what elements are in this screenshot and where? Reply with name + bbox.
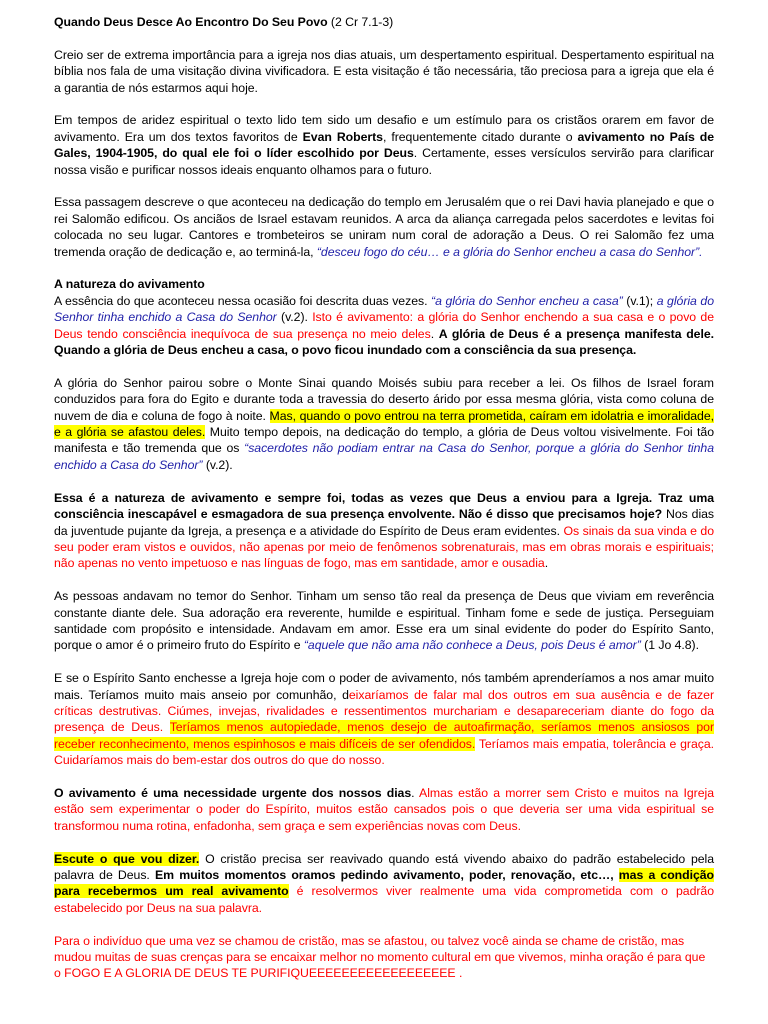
text-run: Essa passagem descreve o que aconteceu na dedicação do templo em Jerusalém que o rei Davi havia planejado e que o rei Salomão edificou. Os anciãos de Israel estavam reunidos. A arca da aliança carregada pelos sacerdotes e levitas foi colocada no seu lugar. Cantores e trombeteiros se uniram num coral de adoração a Deus. O rei Salomão fez uma tremenda oração de dedicação e, ao terminá-la, — [54, 195, 714, 259]
text-run: (1 Jo 4.8). — [640, 638, 699, 653]
text-run-red: é resolvermos viver realmente uma vida comprometida com o padrão estabelecido por Deus na sua palavra. — [54, 884, 714, 915]
text-run: . Certamente, esses versículos servirão para clarificar nossa visão e purificar nossos ideais enquanto olhamos para o futuro. — [54, 146, 714, 177]
text-run: A glória do Senhor pairou sobre o Monte Sinai quando Moisés subiu para receber a lei. Os filhos de Israel foram conduzidos para fora do Egito e durante toda a travessia do deserto árido por essa mesma glória, vista como coluna de nuvem de dia e coluna de fogo à noite. — [54, 375, 714, 423]
paragraph-nature-always — [54, 490, 714, 572]
text-run-highlighted: Escute o que vou dizer. — [54, 851, 200, 866]
text-run-bold: Evan Roberts — [302, 129, 383, 144]
text-run: A essência do que aconteceu nessa ocasião foi descrita duas vezes. — [54, 293, 432, 308]
text-run: Em tempos de aridez espiritual o texto lido tem sido um desafio e um estímulo para os cristãos orarem em favor de avivamento. Era um dos textos favoritos de — [54, 113, 714, 144]
text-run-highlighted: mas a condição para recebermos um real avivamento — [54, 867, 714, 899]
text-run-red: Almas estão a morrer sem Cristo e muitos na Igreja estão sem experimentar o poder do Espírito, muitos estão cansados pois o que deveria ser uma vida espiritual se transformou numa rotina, enfadonha, sem graça e sem experiências novas com Deus. — [54, 785, 714, 833]
text-run-bold: avivamento no País de Gales, 1904-1905, do qual ele foi o líder escolhido por Deus — [54, 129, 714, 161]
paragraph-closing-prayer: Para o indivíduo que uma vez se chamou de cristão, mas se afastou, ou talvez você ainda se chame de cristão, mas mudou muitas de suas crenças para se encaixar melhor no momento cultural em que vivemos, minha oração é para que o FOGO E A GLORIA DE DEUS TE PURIFIQUEEEEEEEEEEEEEEEEEE . — [54, 933, 706, 981]
text-run: E se o Espírito Santo enchesse a Igreja hoje com o poder de avivamento, nós também aprenderíamos a nos amar muito mais. Teríamos muito mais anseio por comunhão, d — [54, 671, 714, 702]
text-run: . — [544, 556, 549, 571]
text-run-red: Isto é avivamento: a glória do Senhor enchendo a sua casa e o povo de Deus tendo consciência inequívoca de sua presença no meio deles — [54, 310, 714, 341]
text-run: . — [411, 785, 420, 800]
paragraph-evan-roberts — [54, 112, 714, 178]
text-run: (v.2). — [202, 457, 233, 472]
text-run: As pessoas andavam no temor do Senhor. Tinham um senso tão real da presença de Deus que viviam em reverência constante diante dele. Sua adoração era reverente, humilde e espiritual. Tinham fome e sede de justiça. Perseguiam santidade com propósito e intensidade. Andavam em amor. Esse era um sinal evidente do poder do Espírito Santo, porque o amor é o primeiro fruto do Espírito e — [54, 589, 714, 653]
section-nature-of-revival — [54, 276, 714, 358]
paragraph-fear-of-lord — [54, 588, 714, 654]
text-run: O cristão precisa ser reavivado quando está vivendo abaixo do padrão estabelecido pela palavra de Deus. — [54, 851, 714, 882]
paragraph-listen — [54, 851, 714, 917]
text-run-red: Teríamos mais empatia, tolerância e graça. Cuidaríamos mais do bem-estar dos outros do que do nosso. — [54, 736, 714, 768]
text-run: Nos dias da juventude pujante da Igreja, a presença e a atividade do Espírito de Deus eram evidentes. — [54, 507, 715, 538]
text-run: . — [430, 326, 439, 341]
paragraph-urgent-need — [54, 785, 714, 834]
text-run: , frequentemente citado durante o — [382, 129, 578, 144]
text-run-bold: Em muitos momentos oramos pedindo avivamento, poder, renovação, etc…, — [154, 867, 619, 882]
scripture-quote: “aquele que não ama não conhece a Deus, pois Deus é amor” — [303, 638, 641, 653]
title-main: Quando Deus Desce Ao Encontro Do Seu Povo — [54, 15, 328, 29]
text-run: Muito tempo depois, na dedicação do templo, a glória de Deus voltou visivelmente. Foi tão manifesta e tão tremenda que os — [54, 425, 714, 456]
text-run-bold: Essa é a natureza de avivamento e sempre foi, todas as vezes que Deus a enviou para a Igreja. Traz uma consciência inescapável e esmagadora de sua presença envolvente. Não é disso que precisamos hoje? — [54, 490, 714, 522]
section-heading: A natureza do avivamento — [54, 277, 205, 292]
scripture-quote: “a glória do Senhor encheu a casa” — [431, 293, 623, 308]
text-run-bold: O avivamento é uma necessidade urgente dos nossos dias — [54, 785, 412, 800]
text-run: (v.2). — [276, 310, 313, 325]
scripture-quote: “desceu fogo do céu… e a glória do Senhor encheu a casa do Senhor”. — [316, 244, 703, 259]
text-run-highlighted: Mas, quando o povo entrou na terra prometida, caíram em idolatria e imoralidade, e a glória se afastou deles. — [54, 408, 714, 440]
text-run-bold: A glória de Deus é a presença manifesta dele. Quando a glória de Deus encheu a casa, o povo ficou inundado com a consciência da sua presença. — [54, 326, 714, 358]
paragraph-holy-spirit — [54, 670, 714, 768]
text-run-red: eixaríamos de falar mal dos outros em sua ausência e de fazer críticas destrutivas. Ciúmes, invejas, rivalidades e ressentimentos murchariam e desapareceriam diante do fogo da presença de Deus. — [54, 687, 714, 735]
scripture-quote: “sacerdotes não podiam entrar na Casa do Senhor, porque a glória do Senhor tinha enchido a Casa do Senhor” — [54, 441, 714, 472]
text-run-highlighted: Teríamos menos autopiedade, menos desejo de autoafirmação, seríamos menos ansiosos por receber reconhecimento, menos espinhosos e mais difíceis de ser ofendidos. — [54, 720, 714, 751]
text-run: (v.1); — [622, 293, 657, 308]
title-reference: (2 Cr 7.1-3) — [327, 15, 394, 29]
paragraph-temple-dedication — [54, 194, 714, 260]
document-title — [54, 14, 714, 30]
paragraph-glory-sinai — [54, 375, 714, 473]
text-run-red: Os sinais da sua vinda e do seu poder eram vistos e ouvidos, não apenas por meio de fenômenos sobrenaturais, mas em obras morais e espirituais; não apenas no vento impetuoso e nas línguas de fogo, mas em santidade, amor e ousadia — [54, 523, 714, 571]
paragraph-intro: Creio ser de extrema importância para a igreja nos dias atuais, um despertamento espiritual. Despertamento espiritual na bíblia nos fala de uma visitação divina vivificadora. E esta visitação é tão necessária, tão preciosa para a igreja que ela é a garantia de nós estarmos aqui hoje. — [54, 47, 714, 95]
scripture-quote: a glória do Senhor tinha enchido a Casa do Senhor — [54, 293, 714, 325]
